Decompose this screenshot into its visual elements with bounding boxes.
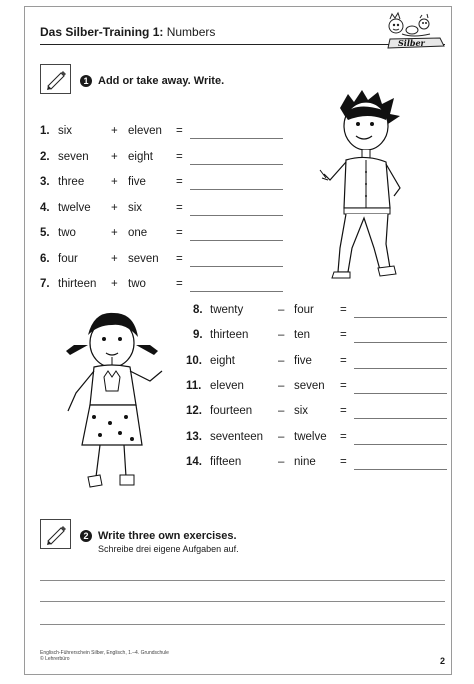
answer-blank[interactable] (354, 444, 447, 445)
pencil-icon (41, 65, 70, 93)
pencil-icon (41, 520, 70, 548)
logo-text: Silber (398, 38, 425, 48)
task-2-subtitle: Schreibe drei eigene Aufgaben auf. (98, 544, 239, 554)
exercise-number: 13. (186, 431, 202, 443)
answer-blank[interactable] (190, 164, 283, 165)
exercise-11 (186, 380, 201, 392)
operator-minus: – (278, 431, 285, 443)
equals-sign: = (340, 405, 347, 417)
exercise-13 (186, 431, 202, 443)
exercise-number: 3. (40, 176, 50, 188)
operator-plus: + (111, 227, 118, 239)
exercise-number: 9. (193, 329, 203, 341)
exercise-term-a: two (58, 227, 76, 239)
equals-sign: = (176, 227, 183, 239)
operator-plus: + (111, 125, 118, 137)
exercise-number: 12. (186, 405, 202, 417)
page-title (40, 25, 215, 39)
exercise-term-b: two (128, 278, 146, 290)
answer-blank[interactable] (354, 368, 447, 369)
exercise-6 (40, 253, 50, 265)
exercise-term-a: thirteen (58, 278, 97, 290)
answer-blank[interactable] (354, 317, 447, 318)
operator-minus: – (278, 355, 285, 367)
exercise-1 (40, 125, 50, 137)
girl-illustration (60, 305, 170, 495)
exercise-14 (186, 456, 202, 468)
answer-blank[interactable] (190, 189, 283, 190)
exercise-term-b: seven (128, 253, 159, 265)
operator-plus: + (111, 253, 118, 265)
answer-blank[interactable] (190, 240, 283, 241)
task-2-number-badge: 2 (80, 530, 92, 542)
exercise-number: 5. (40, 227, 50, 239)
answer-blank[interactable] (354, 342, 447, 343)
equals-sign: = (340, 431, 347, 443)
exercise-term-b: five (128, 176, 146, 188)
silber-logo (378, 8, 448, 52)
answer-blank[interactable] (354, 393, 447, 394)
exercise-term-a: eight (210, 355, 235, 367)
writing-line[interactable] (40, 624, 445, 625)
exercise-term-a: fifteen (210, 456, 242, 468)
operator-minus: – (278, 329, 285, 341)
writing-line[interactable] (40, 601, 445, 602)
footer-line-1: Englisch-Führerschein Silber, Englisch, 1.–4. Grundschule (40, 650, 169, 656)
equals-sign: = (340, 304, 347, 316)
exercise-number: 6. (40, 253, 50, 265)
equals-sign: = (340, 329, 347, 341)
answer-blank[interactable] (190, 215, 283, 216)
equals-sign: = (176, 176, 183, 188)
operator-plus: + (111, 278, 118, 290)
operator-plus: + (111, 176, 118, 188)
exercise-term-a: four (58, 253, 78, 265)
answer-blank[interactable] (190, 291, 283, 292)
equals-sign: = (176, 202, 183, 214)
equals-sign: = (176, 151, 183, 163)
operator-plus: + (111, 151, 118, 163)
boy-illustration (318, 88, 418, 288)
exercise-term-b: eight (128, 151, 153, 163)
answer-blank[interactable] (354, 469, 447, 470)
page-title-bold: Das Silber-Training 1: (40, 25, 164, 39)
exercise-term-b: four (294, 304, 314, 316)
exercise-number: 14. (186, 456, 202, 468)
exercise-8 (193, 304, 203, 316)
exercise-term-b: one (128, 227, 148, 239)
answer-blank[interactable] (354, 418, 447, 419)
exercise-number: 7. (40, 278, 50, 290)
writing-line[interactable] (40, 580, 445, 581)
exercise-9 (193, 329, 203, 341)
equals-sign: = (176, 253, 183, 265)
exercise-12 (186, 405, 202, 417)
footer-credits (40, 650, 169, 662)
exercise-2 (40, 151, 50, 163)
exercise-7 (40, 278, 50, 290)
exercise-number: 10. (186, 355, 202, 367)
equals-sign: = (176, 278, 183, 290)
exercise-term-a: seven (58, 151, 89, 163)
pencil-icon-box (40, 519, 71, 549)
exercise-term-a: seventeen (210, 431, 264, 443)
exercise-term-a: fourteen (210, 405, 253, 417)
exercise-term-b: six (294, 405, 309, 417)
task-1-number-badge: 1 (80, 75, 92, 87)
answer-blank[interactable] (190, 138, 283, 139)
exercise-4 (40, 202, 50, 214)
exercise-term-a: three (58, 176, 85, 188)
task-1-title: Add or take away. Write. (98, 75, 225, 87)
operator-minus: – (278, 380, 285, 392)
operator-minus: – (278, 304, 285, 316)
equals-sign: = (176, 125, 183, 137)
equals-sign: = (340, 380, 347, 392)
exercise-3 (40, 176, 50, 188)
page-number: 2 (440, 656, 446, 666)
exercise-5 (40, 227, 50, 239)
exercise-term-a: twenty (210, 304, 244, 316)
exercise-term-b: five (294, 355, 312, 367)
exercise-term-b: nine (294, 456, 316, 468)
equals-sign: = (340, 355, 347, 367)
operator-minus: – (278, 456, 285, 468)
exercise-number: 11. (186, 380, 202, 392)
exercise-number: 8. (193, 304, 203, 316)
exercise-term-b: eleven (128, 125, 162, 137)
operator-minus: – (278, 405, 285, 417)
exercise-number: 1. (40, 125, 50, 137)
exercise-10 (186, 355, 202, 367)
pencil-icon-box (40, 64, 71, 94)
exercise-term-b: seven (294, 380, 325, 392)
page-title-rest: Numbers (163, 25, 216, 39)
exercise-term-a: six (58, 125, 73, 137)
equals-sign: = (340, 456, 347, 468)
exercise-term-a: eleven (210, 380, 244, 392)
exercise-number: 2. (40, 151, 50, 163)
answer-blank[interactable] (190, 266, 283, 267)
exercise-number: 4. (40, 202, 50, 214)
exercise-term-b: twelve (294, 431, 327, 443)
footer-line-2: © Lehrerbüro (40, 656, 70, 662)
exercise-term-b: ten (294, 329, 310, 341)
operator-plus: + (111, 202, 118, 214)
exercise-term-a: thirteen (210, 329, 249, 341)
task-2-title: Write three own exercises. (98, 530, 237, 542)
exercise-term-b: six (128, 202, 143, 214)
exercise-term-a: twelve (58, 202, 91, 214)
